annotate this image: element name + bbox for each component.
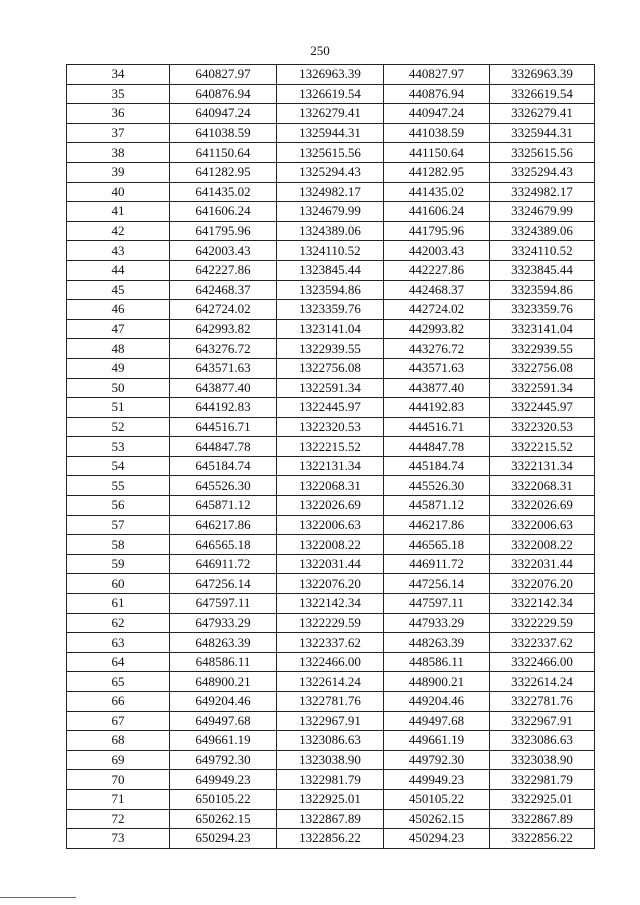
y1-cell: 1322781.76 (277, 692, 384, 712)
y2-cell: 3323359.76 (490, 300, 595, 320)
x1-cell: 644516.71 (170, 417, 277, 437)
x2-cell: 449204.46 (384, 692, 490, 712)
y2-cell: 3322867.89 (490, 809, 595, 829)
point-number-cell: 53 (67, 437, 170, 457)
y2-cell: 3322215.52 (490, 437, 595, 457)
y2-cell: 3323141.04 (490, 319, 595, 339)
x2-cell: 449661.19 (384, 731, 490, 751)
y1-cell: 1323086.63 (277, 731, 384, 751)
x2-cell: 442993.82 (384, 319, 490, 339)
x2-cell: 443877.40 (384, 378, 490, 398)
y2-cell: 3322008.22 (490, 535, 595, 555)
point-number-cell: 69 (67, 750, 170, 770)
x2-cell: 443276.72 (384, 339, 490, 359)
point-number-cell: 72 (67, 809, 170, 829)
y2-cell: 3322856.22 (490, 829, 595, 849)
table-row (67, 417, 595, 437)
y1-cell: 1322026.69 (277, 496, 384, 516)
y1-cell: 1322337.62 (277, 633, 384, 653)
point-number-cell: 57 (67, 515, 170, 535)
y2-cell: 3326619.54 (490, 84, 595, 104)
y1-cell: 1322591.34 (277, 378, 384, 398)
x1-cell: 641282.95 (170, 162, 277, 182)
x2-cell: 441435.02 (384, 182, 490, 202)
point-number-cell: 38 (67, 143, 170, 163)
y2-cell: 3322031.44 (490, 554, 595, 574)
x1-cell: 647597.11 (170, 594, 277, 614)
table-row (67, 123, 595, 143)
point-number-cell: 36 (67, 104, 170, 124)
x2-cell: 449949.23 (384, 770, 490, 790)
x1-cell: 640876.94 (170, 84, 277, 104)
y1-cell: 1323038.90 (277, 750, 384, 770)
y2-cell: 3325944.31 (490, 123, 595, 143)
x2-cell: 445526.30 (384, 476, 490, 496)
table-row (67, 476, 595, 496)
y2-cell: 3322939.55 (490, 339, 595, 359)
table-row (67, 731, 595, 751)
y1-cell: 1324679.99 (277, 202, 384, 222)
y1-cell: 1322445.97 (277, 398, 384, 418)
point-number-cell: 67 (67, 711, 170, 731)
x2-cell: 449497.68 (384, 711, 490, 731)
y1-cell: 1322925.01 (277, 789, 384, 809)
table-row (67, 162, 595, 182)
point-number-cell: 73 (67, 829, 170, 849)
y1-cell: 1322076.20 (277, 574, 384, 594)
table-row (67, 84, 595, 104)
x1-cell: 642003.43 (170, 241, 277, 261)
x1-cell: 643571.63 (170, 358, 277, 378)
point-number-cell: 50 (67, 378, 170, 398)
y1-cell: 1322967.91 (277, 711, 384, 731)
x2-cell: 441038.59 (384, 123, 490, 143)
point-number-cell: 43 (67, 241, 170, 261)
point-number-cell: 34 (67, 65, 170, 85)
x1-cell: 641038.59 (170, 123, 277, 143)
x2-cell: 448900.21 (384, 672, 490, 692)
x1-cell: 640947.24 (170, 104, 277, 124)
table-row (67, 809, 595, 829)
y2-cell: 3322591.34 (490, 378, 595, 398)
point-number-cell: 52 (67, 417, 170, 437)
x1-cell: 641795.96 (170, 221, 277, 241)
table-row (67, 378, 595, 398)
x1-cell: 648900.21 (170, 672, 277, 692)
y2-cell: 3322337.62 (490, 633, 595, 653)
point-number-cell: 46 (67, 300, 170, 320)
y1-cell: 1325944.31 (277, 123, 384, 143)
point-number-cell: 60 (67, 574, 170, 594)
y1-cell: 1326619.54 (277, 84, 384, 104)
table-row (67, 241, 595, 261)
point-number-cell: 65 (67, 672, 170, 692)
point-number-cell: 61 (67, 594, 170, 614)
point-number-cell: 68 (67, 731, 170, 751)
point-number-cell: 47 (67, 319, 170, 339)
table-row (67, 358, 595, 378)
x2-cell: 442003.43 (384, 241, 490, 261)
x2-cell: 444847.78 (384, 437, 490, 457)
point-number-cell: 66 (67, 692, 170, 712)
x1-cell: 642227.86 (170, 260, 277, 280)
point-number-cell: 62 (67, 613, 170, 633)
table-row (67, 437, 595, 457)
table-row (67, 319, 595, 339)
y1-cell: 1322867.89 (277, 809, 384, 829)
y2-cell: 3322756.08 (490, 358, 595, 378)
x1-cell: 647933.29 (170, 613, 277, 633)
table-row (67, 300, 595, 320)
y2-cell: 3322006.63 (490, 515, 595, 535)
table-row (67, 515, 595, 535)
y1-cell: 1322320.53 (277, 417, 384, 437)
x2-cell: 449792.30 (384, 750, 490, 770)
coordinates-table (66, 64, 595, 849)
y2-cell: 3323845.44 (490, 260, 595, 280)
y1-cell: 1322008.22 (277, 535, 384, 555)
point-number-cell: 37 (67, 123, 170, 143)
y2-cell: 3324110.52 (490, 241, 595, 261)
x2-cell: 441150.64 (384, 143, 490, 163)
y1-cell: 1322068.31 (277, 476, 384, 496)
y2-cell: 3322229.59 (490, 613, 595, 633)
x1-cell: 643276.72 (170, 339, 277, 359)
table-row (67, 398, 595, 418)
point-number-cell: 51 (67, 398, 170, 418)
x2-cell: 450105.22 (384, 789, 490, 809)
y1-cell: 1322006.63 (277, 515, 384, 535)
y2-cell: 3322131.34 (490, 456, 595, 476)
x1-cell: 640827.97 (170, 65, 277, 85)
table-row (67, 202, 595, 222)
coordinates-table-body (67, 65, 595, 849)
y1-cell: 1322031.44 (277, 554, 384, 574)
x2-cell: 445871.12 (384, 496, 490, 516)
point-number-cell: 39 (67, 162, 170, 182)
table-row (67, 65, 595, 85)
x1-cell: 650262.15 (170, 809, 277, 829)
x1-cell: 642724.02 (170, 300, 277, 320)
y2-cell: 3326963.39 (490, 65, 595, 85)
x1-cell: 649792.30 (170, 750, 277, 770)
x1-cell: 646565.18 (170, 535, 277, 555)
y1-cell: 1323141.04 (277, 319, 384, 339)
point-number-cell: 41 (67, 202, 170, 222)
page-number: 250 (310, 43, 330, 58)
x2-cell: 450262.15 (384, 809, 490, 829)
x1-cell: 649661.19 (170, 731, 277, 751)
x2-cell: 441282.95 (384, 162, 490, 182)
x1-cell: 641150.64 (170, 143, 277, 163)
point-number-cell: 54 (67, 456, 170, 476)
y2-cell: 3322076.20 (490, 574, 595, 594)
table-row (67, 770, 595, 790)
x2-cell: 444192.83 (384, 398, 490, 418)
y1-cell: 1325294.43 (277, 162, 384, 182)
point-number-cell: 70 (67, 770, 170, 790)
y2-cell: 3322026.69 (490, 496, 595, 516)
y1-cell: 1322142.34 (277, 594, 384, 614)
y1-cell: 1322131.34 (277, 456, 384, 476)
y2-cell: 3322142.34 (490, 594, 595, 614)
point-number-cell: 42 (67, 221, 170, 241)
y1-cell: 1322215.52 (277, 437, 384, 457)
x2-cell: 446911.72 (384, 554, 490, 574)
y1-cell: 1326963.39 (277, 65, 384, 85)
table-row (67, 182, 595, 202)
table-row (67, 143, 595, 163)
y2-cell: 3322967.91 (490, 711, 595, 731)
y2-cell: 3326279.41 (490, 104, 595, 124)
table-row (67, 456, 595, 476)
x2-cell: 440827.97 (384, 65, 490, 85)
x1-cell: 645871.12 (170, 496, 277, 516)
table-row (67, 613, 595, 633)
y1-cell: 1322466.00 (277, 652, 384, 672)
table-row (67, 280, 595, 300)
x1-cell: 643877.40 (170, 378, 277, 398)
x1-cell: 645526.30 (170, 476, 277, 496)
table-row (67, 711, 595, 731)
table-row (67, 104, 595, 124)
point-number-cell: 71 (67, 789, 170, 809)
y2-cell: 3323086.63 (490, 731, 595, 751)
y1-cell: 1322856.22 (277, 829, 384, 849)
table-row (67, 652, 595, 672)
x2-cell: 444516.71 (384, 417, 490, 437)
table-row (67, 496, 595, 516)
x2-cell: 446217.86 (384, 515, 490, 535)
table-row (67, 789, 595, 809)
table-row (67, 221, 595, 241)
table-row (67, 692, 595, 712)
y2-cell: 3322981.79 (490, 770, 595, 790)
table-row (67, 750, 595, 770)
y2-cell: 3324389.06 (490, 221, 595, 241)
x2-cell: 448586.11 (384, 652, 490, 672)
point-number-cell: 58 (67, 535, 170, 555)
x1-cell: 642993.82 (170, 319, 277, 339)
y2-cell: 3322068.31 (490, 476, 595, 496)
x1-cell: 649949.23 (170, 770, 277, 790)
x2-cell: 447256.14 (384, 574, 490, 594)
y1-cell: 1324110.52 (277, 241, 384, 261)
point-number-cell: 63 (67, 633, 170, 653)
x1-cell: 641435.02 (170, 182, 277, 202)
x2-cell: 443571.63 (384, 358, 490, 378)
x2-cell: 440876.94 (384, 84, 490, 104)
point-number-cell: 55 (67, 476, 170, 496)
point-number-cell: 56 (67, 496, 170, 516)
footer-rule (0, 897, 76, 898)
x1-cell: 641606.24 (170, 202, 277, 222)
y2-cell: 3324679.99 (490, 202, 595, 222)
x2-cell: 447597.11 (384, 594, 490, 614)
table-row (67, 594, 595, 614)
point-number-cell: 49 (67, 358, 170, 378)
x1-cell: 648586.11 (170, 652, 277, 672)
x1-cell: 645184.74 (170, 456, 277, 476)
point-number-cell: 35 (67, 84, 170, 104)
x2-cell: 442227.86 (384, 260, 490, 280)
table-row (67, 633, 595, 653)
x2-cell: 446565.18 (384, 535, 490, 555)
y1-cell: 1322939.55 (277, 339, 384, 359)
x2-cell: 448263.39 (384, 633, 490, 653)
y2-cell: 3322320.53 (490, 417, 595, 437)
table-row (67, 260, 595, 280)
x1-cell: 644847.78 (170, 437, 277, 457)
table-row (67, 339, 595, 359)
table-row (67, 574, 595, 594)
y2-cell: 3324982.17 (490, 182, 595, 202)
y1-cell: 1325615.56 (277, 143, 384, 163)
x2-cell: 450294.23 (384, 829, 490, 849)
y1-cell: 1323594.86 (277, 280, 384, 300)
point-number-cell: 40 (67, 182, 170, 202)
y1-cell: 1322229.59 (277, 613, 384, 633)
x1-cell: 650105.22 (170, 789, 277, 809)
point-number-cell: 64 (67, 652, 170, 672)
y1-cell: 1324389.06 (277, 221, 384, 241)
y1-cell: 1323359.76 (277, 300, 384, 320)
x2-cell: 442724.02 (384, 300, 490, 320)
table-row (67, 535, 595, 555)
table-row (67, 554, 595, 574)
x1-cell: 642468.37 (170, 280, 277, 300)
y1-cell: 1322981.79 (277, 770, 384, 790)
table-row (67, 672, 595, 692)
x1-cell: 648263.39 (170, 633, 277, 653)
x1-cell: 644192.83 (170, 398, 277, 418)
y2-cell: 3322925.01 (490, 789, 595, 809)
x1-cell: 649204.46 (170, 692, 277, 712)
y2-cell: 3322445.97 (490, 398, 595, 418)
x2-cell: 441795.96 (384, 221, 490, 241)
x1-cell: 650294.23 (170, 829, 277, 849)
y2-cell: 3322614.24 (490, 672, 595, 692)
y2-cell: 3322466.00 (490, 652, 595, 672)
x2-cell: 445184.74 (384, 456, 490, 476)
x1-cell: 647256.14 (170, 574, 277, 594)
x1-cell: 646217.86 (170, 515, 277, 535)
x1-cell: 646911.72 (170, 554, 277, 574)
x2-cell: 447933.29 (384, 613, 490, 633)
y2-cell: 3322781.76 (490, 692, 595, 712)
point-number-cell: 59 (67, 554, 170, 574)
y2-cell: 3323594.86 (490, 280, 595, 300)
y2-cell: 3325294.43 (490, 162, 595, 182)
point-number-cell: 48 (67, 339, 170, 359)
x2-cell: 441606.24 (384, 202, 490, 222)
y1-cell: 1324982.17 (277, 182, 384, 202)
y2-cell: 3323038.90 (490, 750, 595, 770)
y2-cell: 3325615.56 (490, 143, 595, 163)
y1-cell: 1326279.41 (277, 104, 384, 124)
x2-cell: 442468.37 (384, 280, 490, 300)
point-number-cell: 45 (67, 280, 170, 300)
point-number-cell: 44 (67, 260, 170, 280)
y1-cell: 1323845.44 (277, 260, 384, 280)
y1-cell: 1322756.08 (277, 358, 384, 378)
table-row (67, 829, 595, 849)
x1-cell: 649497.68 (170, 711, 277, 731)
y1-cell: 1322614.24 (277, 672, 384, 692)
x2-cell: 440947.24 (384, 104, 490, 124)
